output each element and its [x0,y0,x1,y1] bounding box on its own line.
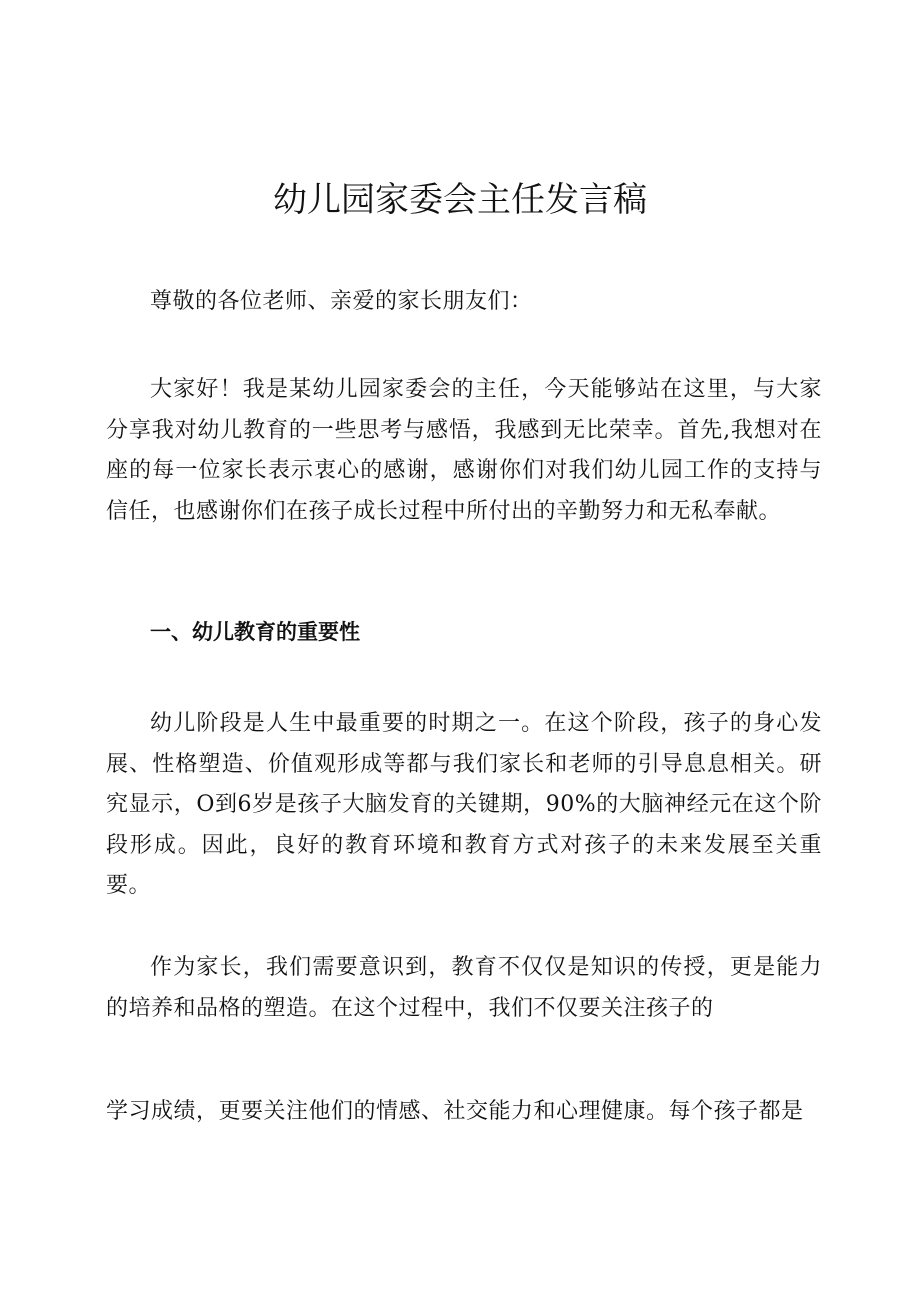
intro-paragraph: 大家好！我是某幼儿园家委会的主任，今天能够站在这里，与大家分享我对幼儿教育的一些思考与感悟，我感到无比荣幸。首先,我想对在座的每一位家长表示衷心的感谢，感谢你们对我们幼儿园工作的支持与信任，也感谢你们在孩子成长过程中所付出的辛勤努力和无私奉献。 [106,377,822,524]
section-heading: 一、幼儿教育的重要性 [150,620,360,644]
document-title: 幼儿园家委会主任发言稿 [273,180,647,220]
importance-paragraph: 幼儿阶段是人生中最重要的时期之一。在这个阶段，孩子的身心发展、性格塑造、价值观形成等都与我们家长和老师的引导息息相关。研究显示，O到6岁是孩子大脑发育的关键期，90%的大脑神经元在这个阶段形成。因此，良好的教育环境和教育方式对孩子的未来发展至关重要。 [106,711,822,898]
greeting-paragraph: 尊敬的各位老师、亲爱的家长朋友们： [150,289,533,314]
continued-paragraph: 学习成绩，更要关注他们的情感、社交能力和心理健康。每个孩子都是 [106,1099,804,1124]
parents-paragraph: 作为家长，我们需要意识到，教育不仅仅是知识的传授，更是能力的培养和品格的塑造。在这个过程中，我们不仅要关注孩子的 [106,955,822,1021]
